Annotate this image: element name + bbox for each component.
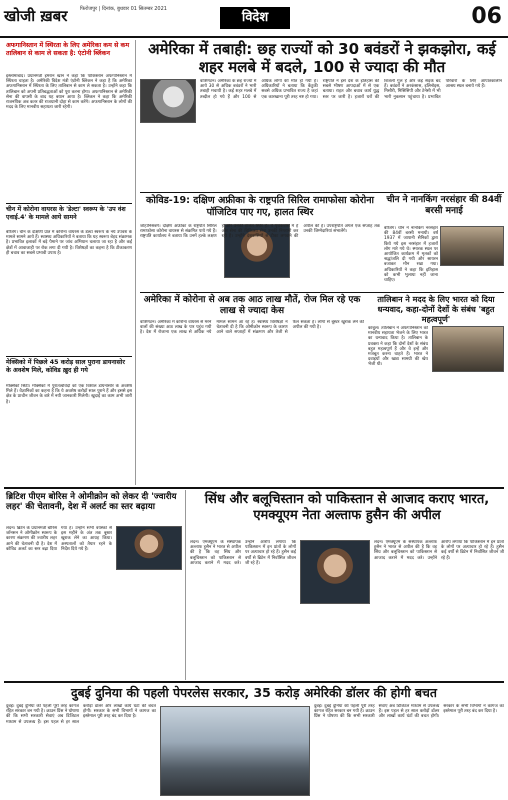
column-divider	[135, 40, 136, 485]
altaf-photo	[300, 540, 370, 604]
china-mass-headline: चीन ने नानकिंग नरसंहार की 84वीं बरसी मनाई	[386, 195, 502, 216]
mexico-story-body: मेक्सिको सिटी। मेक्सिको में पुरातत्वविदों को एक विशाल डायनासोर के अवशेष मिले हैं। वैज्ञानिकों का कहना है कि ये अवशेष करोड़ों साल पुराने हैं और इससे इस क्षेत्र के प्राचीन जीवन के बारे में नयी जानकारी मिलेगी। खुदाई का काम अभी जारी है।	[6, 384, 132, 405]
divider	[6, 356, 132, 357]
taliban-headline: तालिबान ने मदद के लिए भारत को दिया धन्यवाद, कहा-दोनों देशों के संबंध 'बहुत महत्वपूर्ण'	[377, 295, 495, 324]
top-story-headline: अमेरिका में तबाही: छह राज्यों को 30 बवंडरों ने झकझोरा, कई शहर मलबे में बदले, 100 से ज्यादा की मौत	[148, 40, 496, 76]
uk-story-headline: ब्रिटिश पीएम बोरिस ने ओमीक्रोन को लेकर दी 'ज्वारीय लहर' की चेतावनी, देश में अलर्ट का स्तर बढ़ाया	[6, 492, 177, 513]
us-covid-headline: अमेरिका में कोरोना से अब तक आठ लाख मौतें, रोज मिल रहे एक लाख से ज्यादा केस	[143, 295, 361, 316]
sindh-story-body: लंदन। एमक्यूएम के संस्थापक अल्ताफ हुसैन ने भारत से अपील की है कि वह सिंध और बलूचिस्तान को पाकिस्तान से आजाद कराने में मदद करे। उन्होंने आरोप लगाया कि पाकिस्तान में इन प्रांतों के लोगों पर अत्याचार हो रहे हैं। हुसैन कई वर्षों से ब्रिटेन में निर्वासित जीवन जी रहे हैं।	[190, 540, 296, 566]
mexico-story-headline: मेक्सिको में पिछले 45 करोड़ साल पुराना डायनासोर के अवशेष मिले, कोविड ख़ुद ही गये	[6, 359, 125, 374]
taliban-photo	[432, 326, 504, 372]
divider	[4, 487, 504, 489]
sindh-story-headline: सिंध और बलूचिस्तान को पाकिस्तान से आजाद कराए भारत, एमक्यूएम नेता अल्ताफ हुसैन की अपील	[204, 492, 490, 523]
dubai-story-body-right: दुबई। दुबई दुनिया की पहली पूरी तरह कागज रहित सरकार बन गयी है। क्राउन प्रिंस ने घोषणा की कि सभी सरकारी सेवाएं अब डिजिटल माध्यम से उपलब्ध हैं। इस पहल से हर साल करोड़ों डॉलर और लाखों कार्य घंटों की बचत होगी। सरकार के सभी विभागों ने कागज का इस्तेमाल पूरी तरह बंद कर दिया है।	[314, 704, 504, 720]
left-box-body: इस्लामाबाद। प्रधानमंत्री इमरान खान ने कहा कि पाकिस्तान अफगानिस्तान में स्थिरता चाहता है। अमेरिकी विदेश मंत्री एंटोनी ब्लिंकन ने कहा है कि अमेरिका अफगानिस्तान में स्थिरता के लिए तालिबान से काम ले सकता है। उन्होंने कहा कि तालिबान को अपनी प्रतिबद्धताओं को पूरा करना होगा। अफगानिस्तान से अमेरिकी सेना की वापसी के बाद यह बयान आया है। ब्लिंकन ने कहा कि अमेरिकी राजनयिक अब कतर की राजधानी दोहा से काम करेंगे। अफगानिस्तान के लोगों की मदद के लिए मानवीय सहायता जारी रहेगी।	[6, 74, 132, 111]
top-story-body: वाशिंगटन। अमेरिका के छह राज्यों में आये 30 से अधिक बवंडरों ने भारी तबाही मचायी है। कई शहर मलबे में तब्दील हो गये हैं और 100 से अधिक लोगों की मौत हो गयी है। अधिकारियों ने बताया कि केंटुकी सबसे अधिक प्रभावित राज्य है जहां एक कारखाना पूरी तरह नष्ट हो गया। राष्ट्रपति ने इसे देश के इतिहास की सबसे भीषण आपदाओं में से एक बताया। राहत और बचाव कार्य युद्ध स्तर पर जारी है। हजारों घरों की बिजली गुल है और कई सड़कें बंद हैं। बवंडरों ने अरकंसास, इलिनोइस, मिसौरी, मिसिसिपी और टेनेसी में भी भारी नुकसान पहुंचाया है। प्रभावित परिवारों के लिए आपातकालीन आश्रय स्थल बनाये गये हैं।	[200, 79, 502, 100]
divider	[6, 203, 132, 204]
china-story-headline: चीन में कोरोना वायरस के 'डेल्टा' स्वरूप के 'उप वंश एवाई.4' के मामले आये सामने	[6, 206, 126, 221]
nanjing-photo	[440, 226, 504, 266]
china-mass-body: बीजिंग। चीन ने नानकिंग नरसंहार की 84वीं बरसी मनायी। वर्ष 1937 में जापानी सैनिकों द्वारा किये गये इस नरसंहार में हजारों लोग मारे गये थे। स्मारक स्थल पर आयोजित कार्यक्रम में मृतकों को श्रद्धांजलि दी गयी और सायरन बजाकर मौन रखा गया। अधिकारियों ने कहा कि इतिहास को कभी भुलाया नहीं जाना चाहिए।	[384, 226, 438, 284]
masthead	[0, 0, 508, 38]
covid-story-body: जोहानिसबर्ग। दक्षिण अफ्रीका के राष्ट्रपति सिरिल रामाफोसा कोरोना वायरस से संक्रमित पाये गये हैं। राष्ट्रपति कार्यालय ने बताया कि उनमें हल्के लक्षण हैं और उनकी हालत स्थिर है। वे पृथकवास में हैं और सेना की चिकित्सा सेवा उनकी निगरानी कर रही है। उन्होंने देशवासियों से टीका लगवाने की अपील की है। उपराष्ट्रपति अगले एक सप्ताह तक उनकी जिम्मेदारियां संभालेंगे।	[140, 224, 380, 240]
boris-photo	[116, 526, 182, 570]
newspaper-logo: खोजी ख़बर	[4, 7, 68, 25]
sindh-story-body-right: लंदन। एमक्यूएम के संस्थापक अल्ताफ हुसैन ने भारत से अपील की है कि वह सिंध और बलूचिस्तान को पाकिस्तान से आजाद कराने में मदद करे। उन्होंने आरोप लगाया कि पाकिस्तान में इन प्रांतों के लोगों पर अत्याचार हो रहे हैं। हुसैन कई वर्षों से ब्रिटेन में निर्वासित जीवन जी रहे हैं।	[374, 540, 504, 561]
left-box-headline: अफगानिस्तान में स्थिरता के लिए अमेरिका कम से कम तालिबान से काम ले सकता है: एंटोनी ब्लिंकन	[6, 42, 130, 57]
section-label: विदेश	[220, 7, 290, 29]
tornado-photo	[140, 79, 196, 123]
date-line: फिरोजपुर | दिनांक, बुधवार 01 सितम्बर 2021	[80, 6, 167, 12]
page-number: 06	[471, 4, 502, 29]
china-story-body: बीजिंग। चीन के दक्षिणी प्रांत में कोरोना वायरस के डेल्टा स्वरूप के नये उपवंश के मामले सामने आये हैं। स्वास्थ्य अधिकारियों ने बताया कि यह स्वरूप बेहद संक्रामक है। प्रभावित इलाकों में बड़े पैमाने पर जांच अभियान चलाया जा रहा है और कई क्षेत्रों में आवाजाही पर रोक लगा दी गयी है। विशेषज्ञों का कहना है कि टीकाकरण ही बचाव का सबसे प्रभावी उपाय है।	[6, 230, 132, 256]
dubai-story-headline: दुबई दुनिया की पहली पेपरलेस सरकार, 35 करोड़ अमेरिकी डॉलर की होगी बचत	[71, 685, 437, 700]
dubai-story-body: दुबई। दुबई दुनिया की पहली पूरी तरह कागज रहित सरकार बन गयी है। क्राउन प्रिंस ने घोषणा की कि सभी सरकारी सेवाएं अब डिजिटल माध्यम से उपलब्ध हैं। इस पहल से हर साल करोड़ों डॉलर और लाखों कार्य घंटों की बचत होगी। सरकार के सभी विभागों ने कागज का इस्तेमाल पूरी तरह बंद कर दिया है।	[6, 704, 156, 725]
us-covid-body: वाशिंगटन। अमेरिका में कोरोना वायरस से मरने वालों की संख्या आठ लाख के पार पहुंच गयी है। देश में रोजाना एक लाख से अधिक नये मामले सामने आ रहे हैं। स्वास्थ्य विशेषज्ञों ने चेतावनी दी है कि ओमीक्रोन स्वरूप के कारण आने वाले सप्ताहों में संक्रमण और तेजी से फैल सकता है। लोगों से बूस्टर खुराक लेने की अपील की गयी है।	[140, 320, 364, 336]
dubai-skyline-photo	[160, 706, 310, 796]
divider	[140, 192, 504, 193]
taliban-body: काबुल। तालिबान ने अफगानिस्तान को मानवीय सहायता भेजने के लिए भारत का धन्यवाद किया है। तालिबान के प्रवक्ता ने कहा कि दोनों देशों के संबंध बहुत महत्वपूर्ण हैं और वे इन्हें और मजबूत करना चाहते हैं। भारत ने दवाइयों और खाद्य सामग्री की खेप भेजी थी।	[368, 326, 428, 368]
divider	[140, 292, 504, 293]
column-divider	[185, 490, 186, 680]
divider	[4, 681, 504, 683]
uk-story-body: लंदन। ब्रिटेन के प्रधानमंत्री बोरिस जॉनसन ने ओमीक्रोन स्वरूप के कारण संक्रमण की ज्वारीय लहर आने की चेतावनी दी है। देश में कोविड अलर्ट का स्तर बढ़ा दिया गया है। उन्होंने सभी वयस्कों से इस महीने के अंत तक बूस्टर खुराक लेने का आग्रह किया। अस्पतालों को तैयार रहने के निर्देश दिये गये हैं।	[6, 526, 112, 552]
covid-story-headline: कोविड-19: दक्षिण अफ्रीका के राष्ट्रपति सिरिल रामाफोसा कोरोना पॉजिटिव पाए गए, हालत स्थिर	[145, 195, 375, 218]
